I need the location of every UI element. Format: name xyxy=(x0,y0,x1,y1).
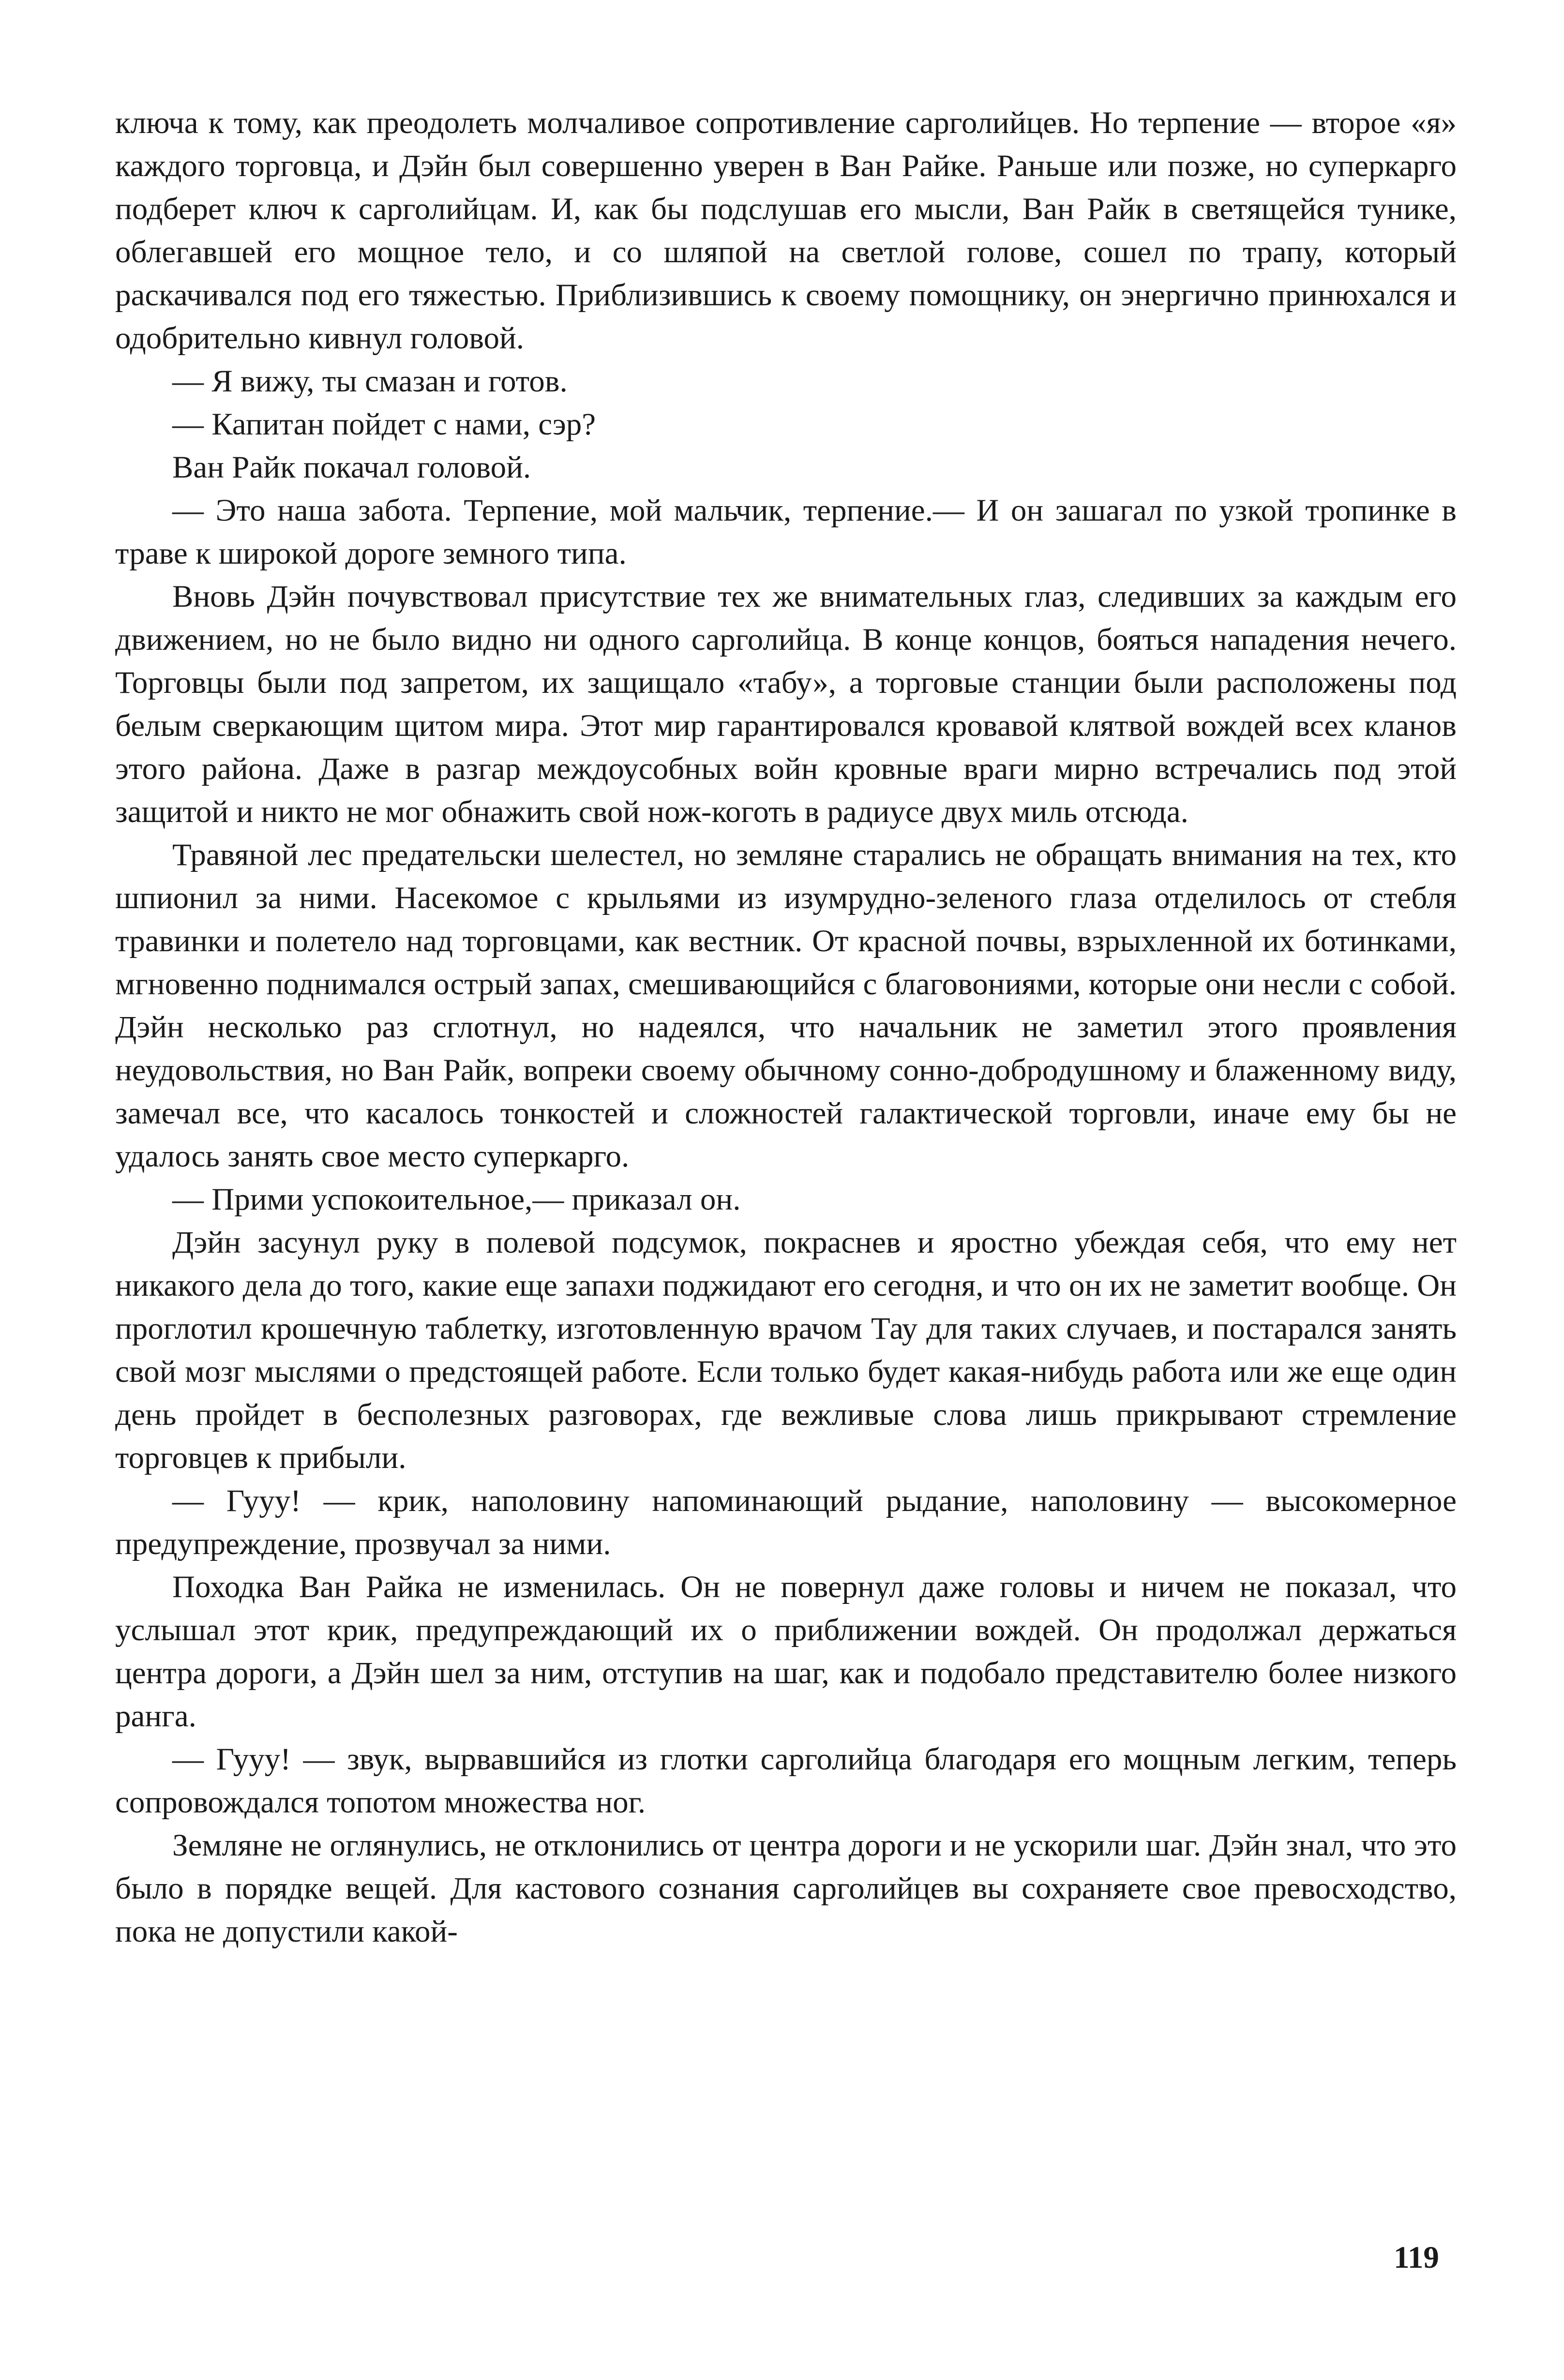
page-number: 119 xyxy=(1394,2240,1439,2275)
paragraph: Вновь Дэйн почувствовал присутствие тех же внимательных глаз, следивших за каждым его движением, но не было видно ни одного сарголийца. В конце концов, бояться нападения нечего. Торговцы были под запретом, их защищало «табу», а торговые станции были расположены под белым сверкающим щитом мира. Этот мир гарантировался кровавой клятвой вождей всех кланов этого района. Даже в разгар междоусобных войн кровные враги мирно встречались под этой защитой и никто не мог обнажить свой нож-коготь в радиусе двух миль отсюда. xyxy=(115,579,1457,829)
paragraph: Ван Райк покачал головой. xyxy=(172,450,531,485)
paragraph: — Капитан пойдет с нами, сэр? xyxy=(172,407,596,442)
paragraph: Походка Ван Райка не изменилась. Он не повернул даже головы и ничем не показал, что услышал этот крик, предупреждающий их о приближении вождей. Он продолжал держаться центра дороги, а Дэйн шел за ним, отступив на шаг, как и подобало представителю более низкого ранга. xyxy=(115,1570,1457,1734)
paragraph: Травяной лес предательски шелестел, но земляне старались не обращать внимания на тех, кто шпионил за ними. Насекомое с крыльями из изумрудно-зеленого глаза отделилось от стебля травинки и полетело над торговцами, как вестник. От красной почвы, взрыхленной их ботинками, мгновенно поднимался острый запах, смешивающийся с благовониями, которые они несли с собой. Дэйн несколько раз сглотнул, но надеялся, что начальник не заметил этого проявления неудовольствия, но Ван Райк, вопреки своему обычному сонно-добродушному и блаженному виду, замечал все, что касалось тонкостей и сложностей галактической торговли, иначе ему бы не удалось занять свое место суперкарго. xyxy=(115,838,1457,1174)
paragraph: Дэйн засунул руку в полевой подсумок, покраснев и яростно убеждая себя, что ему нет никакого дела до того, какие еще запахи поджидают его сегодня, и что он их не заметит вообще. Он проглотил крошечную таблетку, изготовленную врачом Тау для таких случаев, и постарался занять свой мозг мыслями о предстоящей работе. Если только будет какая-нибудь работа или же еще один день пройдет в бесполезных разговорах, где вежливые слова лишь прикрывают стремление торговцев к прибыли. xyxy=(115,1225,1457,1475)
paragraph: — Прими успокоительное,— приказал он. xyxy=(172,1182,741,1217)
paragraph: Земляне не оглянулись, не отклонились от центра дороги и не ускорили шаг. Дэйн знал, что это было в порядке вещей. Для кастового сознания сарголийцев вы сохраняете свое превосходство, пока не допустили какой- xyxy=(115,1828,1457,1949)
paragraph: ключа к тому, как преодолеть молчаливое сопротивление сарголийцев. Но терпение — второе «я» каждого торговца, и Дэйн был совершенно уверен в Ван Райке. Раньше или позже, но суперкарго подберет ключ к сарголийцам. И, как бы подслушав его мысли, Ван Райк в светящейся тунике, облегавшей его мощное тело, и со шляпой на светлой голове, сошел по трапу, который раскачивался под его тяжестью. Приблизившись к своему помощнику, он энергично принюхался и одобрительно кивнул головой. xyxy=(115,105,1457,356)
paragraph: — Я вижу, ты смазан и готов. xyxy=(172,364,568,399)
paragraph: — Гууу! — звук, вырвавшийся из глотки сарголийца благодаря его мощным легким, теперь сопровождался топотом множества ног. xyxy=(115,1742,1457,1820)
text-column xyxy=(115,102,1457,1953)
paragraph: — Это наша забота. Терпение, мой мальчик, терпение.— И он зашагал по узкой тропинке в траве к широкой дороге земного типа. xyxy=(115,493,1457,571)
paragraph: — Гууу! — крик, наполовину напоминающий рыдание, наполовину — высокомерное предупреждение, прозвучал за ними. xyxy=(115,1483,1457,1561)
